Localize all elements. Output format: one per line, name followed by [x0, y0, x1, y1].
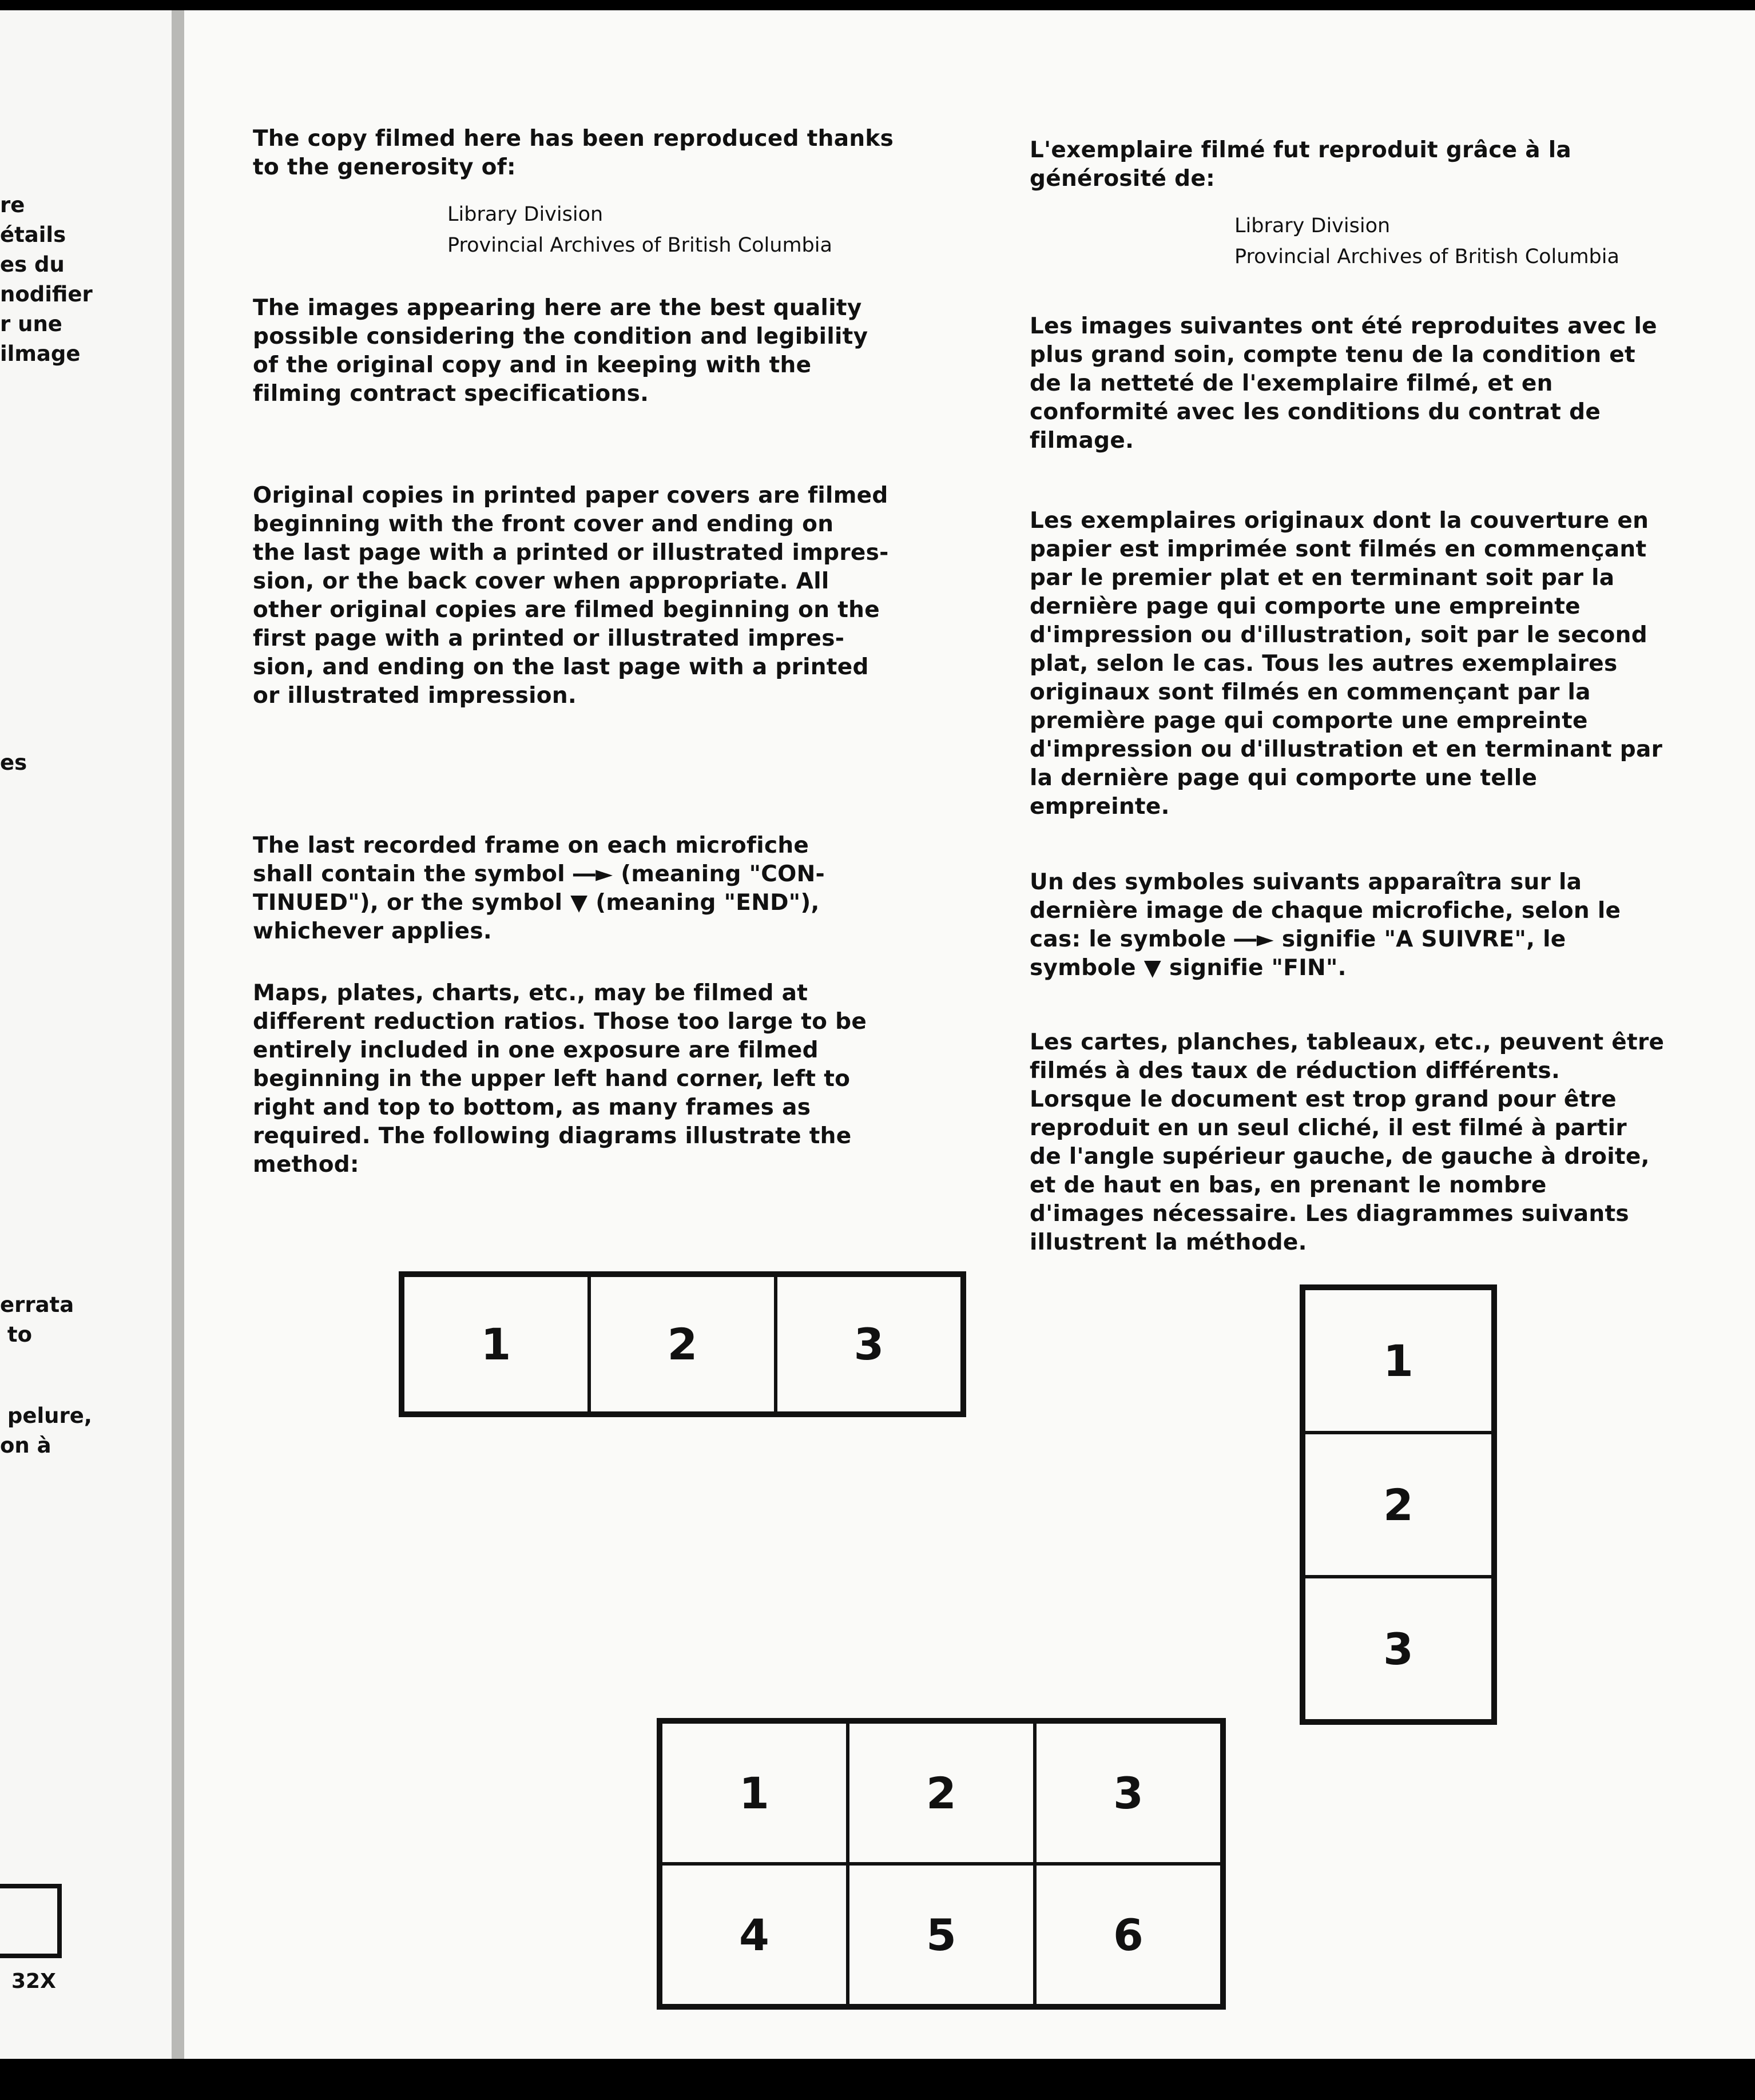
french-library-credit: Library Division Provincial Archives of British Columbia — [1234, 214, 1619, 268]
french-column — [1030, 136, 1705, 1257]
fragment-checkbox — [0, 1884, 62, 1958]
frame-cell: 6 — [1035, 1864, 1222, 2006]
fragment-text-pelure: pelure, on à — [0, 1403, 92, 1458]
frame-cell: 3 — [1304, 1577, 1493, 1721]
french-maps-paragraph: Les cartes, planches, tableaux, etc., peuvent être filmés à des taux de réduction différents. Lorsque le document est trop grand pour être reproduit en un seul cliché, il est filmé à partir de l'angle supérieur gauche, de gauche à droite, et de haut en bas, en prenant le nombre d'images nécessaire. Les diagrammes suivants illustrent la méthode. — [1030, 1029, 1665, 1255]
english-column — [253, 125, 928, 1179]
english-library-credit: Library Division Provincial Archives of British Columbia — [447, 203, 832, 257]
frame-cell: 1 — [1304, 1288, 1493, 1433]
frame-cell: 1 — [403, 1275, 589, 1413]
frame-cell: 2 — [589, 1275, 776, 1413]
english-original-copies-paragraph: Original copies in printed paper covers are filmed beginning with the front cover and ending on the last page with a printed or illustrated impres- sion, or the back cover when appropriate. All other original copies are filmed beginning on the first page with a printed or illustrated impres- sion, and ending on the last page with a printed or illustrated impression. — [253, 483, 889, 709]
frame-cell: 4 — [661, 1864, 848, 2006]
fragment-32x-label: 32X — [11, 1970, 56, 1993]
main-page — [184, 10, 1755, 2062]
diagram-horizontal-frames — [399, 1271, 966, 1417]
frame-cell: 2 — [848, 1722, 1035, 1864]
fragment-text-top: re étails es du nodifier r une ilmage — [0, 193, 93, 366]
english-intro: The copy filmed here has been reproduced thanks to the generosity of: — [253, 126, 894, 180]
english-symbol-paragraph: The last recorded frame on each microfiche shall contain the symbol ―► (meaning "CON- TINUED"), or the symbol ▼ (meaning "END"), whichever applies. — [253, 833, 825, 944]
english-quality-paragraph: The images appearing here are the best quality possible considering the condition and legibility of the original copy and in keeping with the filming contract specifications. — [253, 295, 868, 407]
frame-cell: 1 — [661, 1722, 848, 1864]
fragment-text-errata: errata to — [0, 1292, 74, 1347]
french-intro: L'exemplaire filmé fut reproduit grâce à la générosité de: — [1030, 137, 1572, 192]
french-original-copies-paragraph: Les exemplaires originaux dont la couverture en papier est imprimée sont filmés en commençant par le premier plat et en terminant soit par la dernière page qui comporte une empreinte d'impression ou d'illustration, soit par le second plat, selon le cas. Tous les autres exemplaires originaux sont filmés en commençant par la première page qui comporte une empreinte d'impression ou d'illustration et en terminant par la dernière page qui comporte une telle empreinte. — [1030, 508, 1663, 820]
diagram-vertical-frames — [1300, 1284, 1497, 1725]
fragment-text-middle: es — [0, 750, 27, 775]
film-edge-top — [0, 0, 1755, 10]
frame-cell: 5 — [848, 1864, 1035, 2006]
frame-cell: 2 — [1304, 1433, 1493, 1577]
french-quality-paragraph: Les images suivantes ont été reproduites avec le plus grand soin, compte tenu de la condition et de la netteté de l'exemplaire filmé, et en conformité avec les conditions du contrat de filmage. — [1030, 313, 1657, 454]
diagram-grid-frames — [657, 1718, 1226, 2010]
left-page-fragment — [0, 10, 182, 2062]
film-edge-bottom — [0, 2059, 1755, 2100]
frame-cell: 3 — [776, 1275, 962, 1413]
frame-cell: 3 — [1035, 1722, 1222, 1864]
french-symbol-paragraph: Un des symboles suivants apparaîtra sur la dernière image de chaque microfiche, selon le cas: le symbole ―► signifie "A SUIVRE", le symbole ▼ signifie "FIN". — [1030, 869, 1621, 981]
english-maps-paragraph: Maps, plates, charts, etc., may be filmed at different reduction ratios. Those too large to be entirely included in one exposure are filmed beginning in the upper left hand corner, left to right and top to bottom, as many frames as required. The following diagrams illustrate the method: — [253, 980, 867, 1178]
